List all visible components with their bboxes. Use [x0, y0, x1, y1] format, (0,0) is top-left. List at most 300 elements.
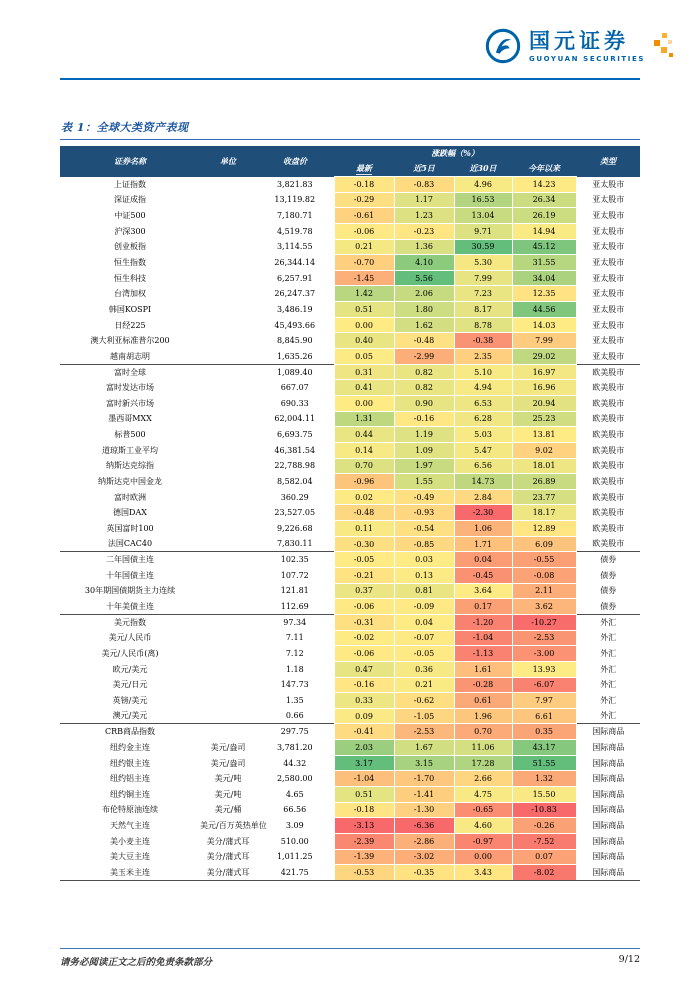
- table-row: [60, 568, 640, 584]
- security-name-cell: 英镑/美元: [112, 695, 148, 705]
- change-5d-cell: 5.56: [394, 270, 454, 286]
- close-price-cell: 23,527.05: [274, 508, 316, 518]
- change-ytd-cell: 51.55: [512, 755, 576, 771]
- brand-logo: [484, 27, 676, 65]
- change-30d-cell: -1.20: [454, 614, 512, 630]
- table-row: [60, 865, 640, 881]
- close-price-cell: 66.56: [283, 805, 307, 815]
- type-cell: 亚太股市: [592, 320, 625, 330]
- unit-cell: [200, 521, 256, 537]
- table-row: [60, 380, 640, 396]
- col-header-30d: 近30日: [454, 161, 512, 177]
- type-cell: 外汇: [600, 649, 617, 659]
- security-name-cell: 纽约金主连: [110, 742, 150, 752]
- change-latest-cell: -0.30: [334, 536, 394, 552]
- unit-cell: [200, 364, 256, 380]
- type-cell: 欧美股市: [592, 398, 625, 408]
- table-row: [60, 818, 640, 834]
- change-latest-cell: 0.00: [334, 395, 394, 411]
- change-latest-cell: -1.39: [334, 849, 394, 865]
- table-row: [60, 239, 640, 255]
- change-latest-cell: -0.31: [334, 614, 394, 630]
- change-30d-cell: 0.61: [454, 693, 512, 709]
- table-row: [60, 786, 640, 802]
- change-latest-cell: -0.96: [334, 474, 394, 490]
- brand-name-en: GUOYUAN SECURITIES: [529, 55, 646, 63]
- table-row: [60, 677, 640, 693]
- close-price-cell: 0.66: [285, 711, 304, 721]
- change-5d-cell: -0.49: [394, 489, 454, 505]
- security-name-cell: 德国DAX: [113, 508, 147, 518]
- close-price-cell: 3,486.19: [276, 304, 313, 314]
- col-header-close: 收盘价: [256, 146, 334, 177]
- unit-cell: [200, 270, 256, 286]
- change-ytd-cell: -0.26: [512, 818, 576, 834]
- change-ytd-cell: 7.97: [512, 693, 576, 709]
- pixel-decoration-icon: [654, 33, 676, 59]
- brand-name-cn: 国元证券: [529, 29, 629, 53]
- change-5d-cell: -0.05: [394, 646, 454, 662]
- unit-cell: [200, 333, 256, 349]
- change-30d-cell: 0.04: [454, 552, 512, 568]
- table-row: [60, 755, 640, 771]
- change-30d-cell: 1.96: [454, 708, 512, 724]
- change-latest-cell: -0.06: [334, 599, 394, 615]
- security-name-cell: 日经225: [114, 320, 146, 330]
- table-row: [60, 317, 640, 333]
- change-5d-cell: 0.90: [394, 395, 454, 411]
- security-name-cell: 天然气主连: [110, 821, 150, 831]
- type-cell: 欧美股市: [592, 539, 625, 549]
- change-30d-cell: 3.43: [454, 865, 512, 881]
- change-ytd-cell: 18.01: [512, 458, 576, 474]
- security-name-cell: 纳斯达克综指: [106, 461, 154, 471]
- change-latest-cell: 1.42: [334, 286, 394, 302]
- change-5d-cell: -1.70: [394, 771, 454, 787]
- close-price-cell: 1,089.40: [256, 364, 334, 380]
- close-price-cell: 62,004.11: [274, 414, 316, 424]
- close-price-cell: 112.69: [280, 601, 309, 611]
- unit-cell: 美元/盎司: [210, 758, 246, 768]
- security-name-cell: 道琼斯工业平均: [102, 445, 158, 455]
- change-5d-cell: -0.62: [394, 693, 454, 709]
- unit-cell: [200, 380, 256, 396]
- col-header-ytd: 今年以来: [512, 161, 576, 177]
- unit-cell: 美元/桶: [214, 805, 242, 815]
- type-cell: 外汇: [600, 664, 617, 674]
- table-row: [60, 192, 640, 208]
- unit-cell: [200, 239, 256, 255]
- change-30d-cell: 11.06: [454, 740, 512, 756]
- change-30d-cell: -0.97: [454, 833, 512, 849]
- close-price-cell: 22,788.98: [274, 461, 316, 471]
- security-name-cell: 恒生指数: [114, 258, 146, 268]
- change-ytd-cell: -0.55: [512, 552, 576, 568]
- type-cell: 亚太股市: [592, 273, 625, 283]
- unit-cell: [200, 177, 256, 193]
- type-cell: 国际商品: [592, 742, 625, 752]
- table-row: [60, 411, 640, 427]
- close-price-cell: 107.72: [280, 570, 309, 580]
- change-latest-cell: -0.16: [334, 677, 394, 693]
- change-ytd-cell: 26.19: [512, 208, 576, 224]
- change-30d-cell: 4.60: [454, 818, 512, 834]
- change-30d-cell: 7.99: [454, 270, 512, 286]
- change-5d-cell: -2.53: [394, 724, 454, 740]
- type-cell: 亚太股市: [592, 258, 625, 268]
- change-latest-cell: -0.41: [334, 724, 394, 740]
- change-latest-cell: 2.03: [334, 740, 394, 756]
- unit-cell: 美分/蒲式耳: [200, 865, 256, 881]
- change-5d-cell: 1.67: [394, 740, 454, 756]
- unit-cell: 美元/吨: [214, 774, 242, 784]
- asset-performance-table: [60, 146, 640, 881]
- unit-cell: [200, 505, 256, 521]
- change-latest-cell: -0.18: [334, 802, 394, 818]
- change-30d-cell: 1.06: [454, 521, 512, 537]
- change-5d-cell: 0.03: [394, 552, 454, 568]
- change-30d-cell: -0.38: [454, 333, 512, 349]
- change-30d-cell: 0.70: [454, 724, 512, 740]
- table-row: [60, 802, 640, 818]
- close-price-cell: 1,635.26: [276, 351, 313, 361]
- change-30d-cell: 17.28: [454, 755, 512, 771]
- security-name-cell: 恒生科技: [114, 273, 146, 283]
- table-row: [60, 771, 640, 787]
- change-5d-cell: -2.86: [394, 833, 454, 849]
- change-5d-cell: 0.81: [394, 583, 454, 599]
- security-name-cell: 澳元/美元: [112, 711, 148, 721]
- type-cell: 国际商品: [592, 836, 625, 846]
- close-price-cell: 510.00: [280, 836, 309, 846]
- change-5d-cell: -1.05: [394, 708, 454, 724]
- close-price-cell: 7,180.71: [276, 211, 313, 221]
- type-cell: 欧美股市: [592, 445, 625, 455]
- change-30d-cell: -0.28: [454, 677, 512, 693]
- table-row: [60, 474, 640, 490]
- change-latest-cell: 0.41: [334, 380, 394, 396]
- change-5d-cell: 1.80: [394, 302, 454, 318]
- table-body: [60, 177, 640, 881]
- change-latest-cell: -0.06: [334, 223, 394, 239]
- type-cell: 国际商品: [576, 724, 640, 740]
- change-5d-cell: 1.19: [394, 427, 454, 443]
- change-30d-cell: 6.56: [454, 458, 512, 474]
- change-ytd-cell: 13.93: [512, 661, 576, 677]
- change-30d-cell: 14.73: [454, 474, 512, 490]
- change-ytd-cell: 14.94: [512, 223, 576, 239]
- unit-cell: [200, 286, 256, 302]
- change-ytd-cell: 9.02: [512, 442, 576, 458]
- change-latest-cell: -3.13: [334, 818, 394, 834]
- change-latest-cell: -1.45: [334, 270, 394, 286]
- change-latest-cell: 1.31: [334, 411, 394, 427]
- col-header-5d: 近5日: [394, 161, 454, 177]
- security-name-cell: 纳斯达克中国金龙: [98, 476, 162, 486]
- change-5d-cell: 0.21: [394, 677, 454, 693]
- change-ytd-cell: 44.56: [512, 302, 576, 318]
- close-price-cell: 147.73: [280, 680, 309, 690]
- security-name-cell: 创业板指: [114, 242, 146, 252]
- change-ytd-cell: 14.23: [512, 177, 576, 193]
- security-name-cell: 十年国债主连: [106, 570, 154, 580]
- change-ytd-cell: 18.17: [512, 505, 576, 521]
- change-ytd-cell: -10.83: [512, 802, 576, 818]
- close-price-cell: 7.11: [285, 633, 304, 643]
- change-ytd-cell: 16.96: [512, 380, 576, 396]
- change-30d-cell: -0.65: [454, 802, 512, 818]
- close-price-cell: 1.18: [285, 664, 304, 674]
- change-5d-cell: -0.54: [394, 521, 454, 537]
- table-row: [60, 270, 640, 286]
- table-row: [60, 208, 640, 224]
- table-row: [60, 708, 640, 724]
- unit-cell: [200, 317, 256, 333]
- change-5d-cell: -0.23: [394, 223, 454, 239]
- change-ytd-cell: -8.02: [512, 865, 576, 881]
- change-30d-cell: 5.10: [454, 364, 512, 380]
- change-ytd-cell: 23.77: [512, 489, 576, 505]
- security-name-cell: 欧元/美元: [112, 664, 148, 674]
- change-30d-cell: 5.03: [454, 427, 512, 443]
- change-ytd-cell: 12.35: [512, 286, 576, 302]
- type-cell: 欧美股市: [592, 430, 625, 440]
- change-5d-cell: -2.99: [394, 349, 454, 365]
- change-ytd-cell: 3.62: [512, 599, 576, 615]
- unit-cell: 美分/蒲式耳: [206, 836, 250, 846]
- type-cell: 欧美股市: [592, 383, 625, 393]
- security-name-cell: 中证500: [114, 211, 146, 221]
- change-latest-cell: 0.11: [334, 521, 394, 537]
- change-latest-cell: 0.51: [334, 302, 394, 318]
- disclaimer-text: 请务必阅读正文之后的免责条款部分: [60, 957, 213, 968]
- change-ytd-cell: 45.12: [512, 239, 576, 255]
- table-row: [60, 583, 640, 599]
- change-latest-cell: 0.33: [334, 693, 394, 709]
- change-ytd-cell: 0.35: [512, 724, 576, 740]
- change-latest-cell: -0.06: [334, 646, 394, 662]
- type-cell: 国际商品: [592, 821, 625, 831]
- change-30d-cell: 5.30: [454, 255, 512, 271]
- change-30d-cell: -1.13: [454, 646, 512, 662]
- change-30d-cell: 2.35: [454, 349, 512, 365]
- unit-cell: [200, 708, 256, 724]
- unit-cell: [200, 474, 256, 490]
- security-name-cell: 富时发达市场: [106, 383, 154, 393]
- type-cell: 外汇: [600, 633, 617, 643]
- change-5d-cell: -0.48: [394, 333, 454, 349]
- type-cell: 国际商品: [576, 865, 640, 881]
- type-cell: 国际商品: [592, 774, 625, 784]
- change-latest-cell: -0.53: [334, 865, 394, 881]
- security-name-cell: 标普500: [114, 430, 146, 440]
- change-ytd-cell: 31.55: [512, 255, 576, 271]
- table-head: [60, 146, 640, 177]
- type-cell: 外汇: [600, 680, 617, 690]
- unit-cell: [200, 302, 256, 318]
- security-name-cell: 富时欧洲: [114, 492, 146, 502]
- change-5d-cell: 3.15: [394, 755, 454, 771]
- change-5d-cell: -1.30: [394, 802, 454, 818]
- unit-cell: [200, 536, 256, 552]
- type-cell: 亚太股市: [592, 304, 625, 314]
- change-latest-cell: 0.44: [334, 427, 394, 443]
- table-row: [60, 521, 640, 537]
- close-price-cell: 6,257.91: [276, 273, 313, 283]
- change-30d-cell: 8.78: [454, 317, 512, 333]
- security-name-cell: 美玉米主连: [60, 865, 200, 881]
- page-number: 9/12: [618, 954, 640, 965]
- unit-cell: [200, 693, 256, 709]
- table-row: [60, 740, 640, 756]
- change-30d-cell: -1.04: [454, 630, 512, 646]
- close-price-cell: 97.34: [256, 614, 334, 630]
- close-price-cell: 8,845.90: [276, 336, 313, 346]
- change-ytd-cell: -7.52: [512, 833, 576, 849]
- change-ytd-cell: 1.32: [512, 771, 576, 787]
- unit-cell: [200, 442, 256, 458]
- change-30d-cell: 0.17: [454, 599, 512, 615]
- change-latest-cell: 0.70: [334, 458, 394, 474]
- close-price-cell: 1.35: [285, 695, 304, 705]
- security-name-cell: 台湾加权: [114, 289, 146, 299]
- change-ytd-cell: -2.53: [512, 630, 576, 646]
- footer-divider: [60, 948, 640, 949]
- security-name-cell: 美元/人民币: [108, 633, 152, 643]
- change-30d-cell: 2.66: [454, 771, 512, 787]
- type-cell: 债券: [576, 552, 640, 568]
- security-name-cell: 纽约铝主连: [110, 774, 150, 784]
- table-row: [60, 833, 640, 849]
- unit-cell: [200, 208, 256, 224]
- change-ytd-cell: -3.00: [512, 646, 576, 662]
- change-5d-cell: 0.82: [394, 380, 454, 396]
- change-30d-cell: 5.47: [454, 442, 512, 458]
- type-cell: 亚太股市: [592, 336, 625, 346]
- change-5d-cell: -1.41: [394, 786, 454, 802]
- table-row: [60, 458, 640, 474]
- change-30d-cell: 0.00: [454, 849, 512, 865]
- table-row: [60, 505, 640, 521]
- change-5d-cell: 1.97: [394, 458, 454, 474]
- close-price-cell: 3.09: [285, 821, 304, 831]
- col-header-name: 证券名称: [60, 146, 200, 177]
- change-5d-cell: 4.10: [394, 255, 454, 271]
- type-cell: 欧美股市: [592, 461, 625, 471]
- change-5d-cell: -3.02: [394, 849, 454, 865]
- unit-cell: [200, 646, 256, 662]
- unit-cell: [200, 255, 256, 271]
- change-ytd-cell: 2.11: [512, 583, 576, 599]
- change-5d-cell: -0.83: [394, 177, 454, 193]
- type-cell: 国际商品: [592, 805, 625, 815]
- close-price-cell: 46,381.54: [274, 445, 316, 455]
- type-cell: 国际商品: [592, 758, 625, 768]
- change-5d-cell: 0.36: [394, 661, 454, 677]
- security-name-cell: 英国富时100: [106, 523, 154, 533]
- table-row: [60, 646, 640, 662]
- security-name-cell: 纽约铜主连: [110, 789, 150, 799]
- change-ytd-cell: 12.89: [512, 521, 576, 537]
- change-ytd-cell: -10.27: [512, 614, 576, 630]
- unit-cell: 美元/百万英热单位: [200, 821, 267, 831]
- change-5d-cell: -0.09: [394, 599, 454, 615]
- close-price-cell: 4,519.78: [276, 226, 313, 236]
- security-name-cell: 墨西哥MXX: [108, 414, 152, 424]
- unit-cell: [200, 349, 256, 365]
- change-ytd-cell: 20.94: [512, 395, 576, 411]
- change-latest-cell: 0.47: [334, 661, 394, 677]
- type-cell: 亚太股市: [592, 179, 625, 189]
- change-ytd-cell: 25.23: [512, 411, 576, 427]
- table-row: [60, 614, 640, 630]
- security-name-cell: 美小麦主连: [110, 836, 150, 846]
- change-latest-cell: -0.02: [334, 630, 394, 646]
- close-price-cell: 4.65: [285, 789, 304, 799]
- col-header-latest: 最新: [334, 161, 394, 177]
- change-5d-cell: -0.93: [394, 505, 454, 521]
- change-5d-cell: 2.06: [394, 286, 454, 302]
- table-row: [60, 333, 640, 349]
- change-30d-cell: 4.96: [454, 177, 512, 193]
- close-price-cell: 45,493.66: [274, 320, 316, 330]
- close-price-cell: 6,693.75: [276, 430, 313, 440]
- table-row: [60, 223, 640, 239]
- unit-cell: [200, 411, 256, 427]
- unit-cell: [200, 489, 256, 505]
- close-price-cell: 44.32: [283, 758, 307, 768]
- change-latest-cell: -0.18: [334, 177, 394, 193]
- type-cell: 欧美股市: [576, 364, 640, 380]
- change-30d-cell: 4.75: [454, 786, 512, 802]
- change-30d-cell: 4.94: [454, 380, 512, 396]
- security-name-cell: 上证指数: [114, 179, 146, 189]
- close-price-cell: 1,011.25: [276, 852, 313, 862]
- change-5d-cell: -6.36: [394, 818, 454, 834]
- change-ytd-cell: 0.07: [512, 849, 576, 865]
- security-name-cell: 二年国债主连: [60, 552, 200, 568]
- type-cell: 亚太股市: [592, 226, 625, 236]
- change-30d-cell: 8.17: [454, 302, 512, 318]
- change-5d-cell: 1.23: [394, 208, 454, 224]
- close-price-cell: 8,582.04: [276, 476, 313, 486]
- change-latest-cell: 0.09: [334, 708, 394, 724]
- security-name-cell: 法国CAC40: [107, 539, 153, 549]
- close-price-cell: 421.75: [256, 865, 334, 881]
- change-5d-cell: -0.35: [394, 865, 454, 881]
- change-5d-cell: 1.36: [394, 239, 454, 255]
- security-name-cell: 布伦特原油连续: [102, 805, 158, 815]
- change-ytd-cell: -6.07: [512, 677, 576, 693]
- type-cell: 亚太股市: [592, 211, 625, 221]
- change-ytd-cell: -0.08: [512, 568, 576, 584]
- table-row: [60, 849, 640, 865]
- close-price-cell: 121.81: [280, 586, 309, 596]
- change-30d-cell: 13.04: [454, 208, 512, 224]
- security-name-cell: 富时全球: [60, 364, 200, 380]
- table-row: [60, 255, 640, 271]
- change-ytd-cell: 6.09: [512, 536, 576, 552]
- change-latest-cell: 0.31: [334, 364, 394, 380]
- close-price-cell: 667.07: [280, 383, 309, 393]
- table-caption: 表 1：全球大类资产表现: [61, 121, 189, 134]
- change-latest-cell: 0.02: [334, 489, 394, 505]
- change-5d-cell: 1.55: [394, 474, 454, 490]
- table-row: [60, 536, 640, 552]
- change-ytd-cell: 14.03: [512, 317, 576, 333]
- close-price-cell: 360.29: [280, 492, 309, 502]
- close-price-cell: 7.12: [285, 649, 304, 659]
